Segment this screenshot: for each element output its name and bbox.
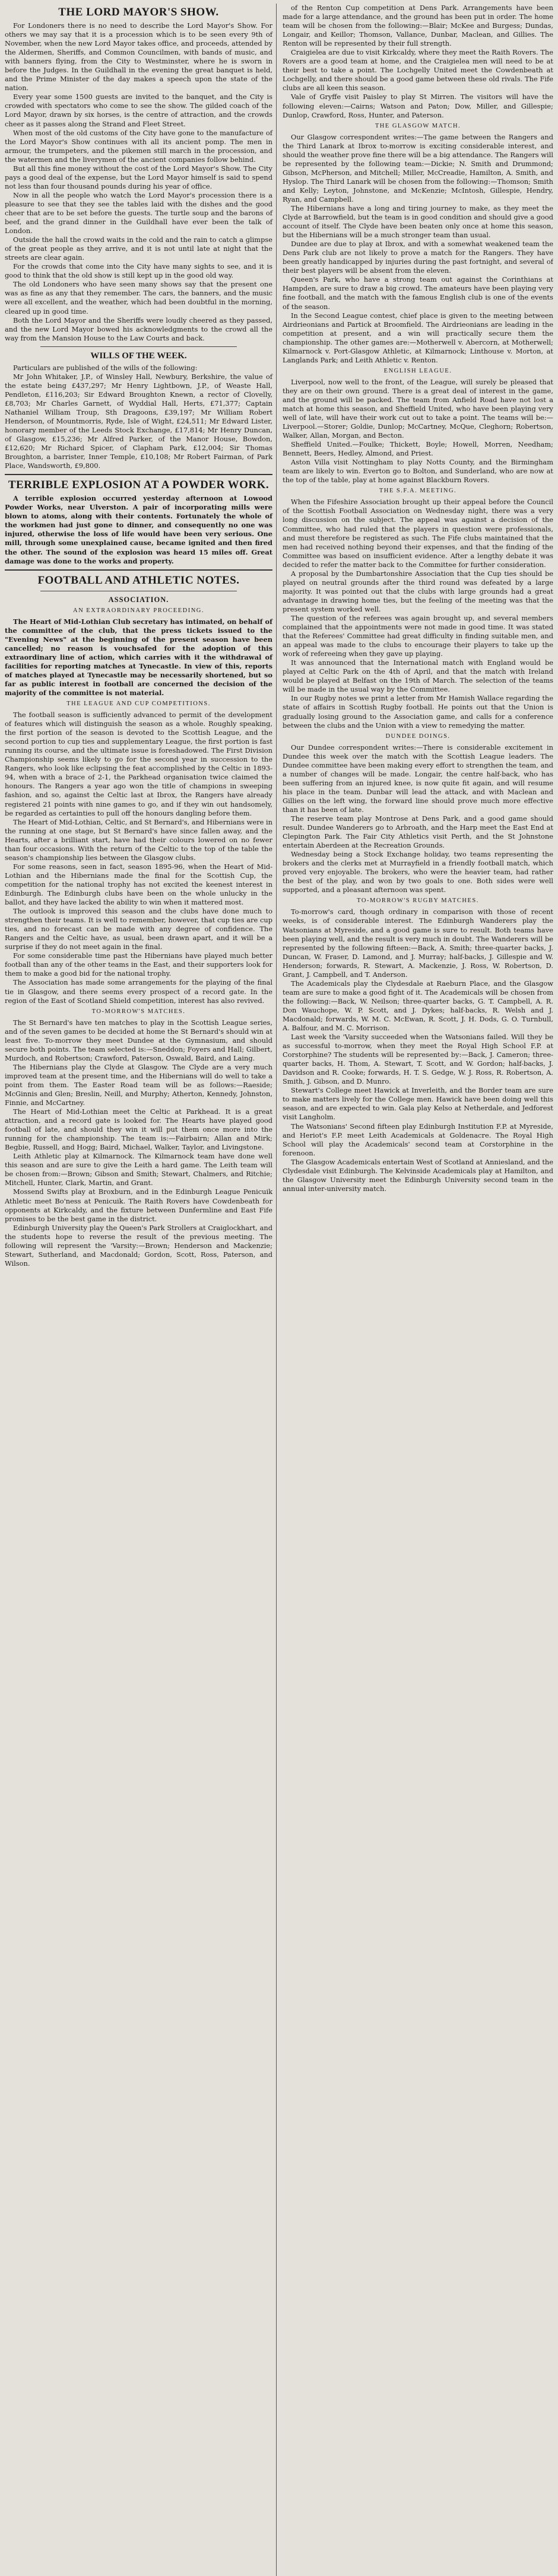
article-paragraph: When the Fifeshire Association brought up their appeal before the Council of the Scottish Football Association on Wednesday night, there was a very long discussion on the subject. The appeal was against a decision of the Committee, who had ruled that the players in question were professionals, and must therefore be registered as such. The Fife clubs maintained that the men had received nothing beyond their expenses, and that the finding of the Committee was based on insufficient evidence. After a lengthy debate it was decided to refer the matter back to the Committee for further consideration. [283,498,553,569]
article-paragraph: Every year some 1500 guests are invited to the banquet, and the City is crowded with spectators who come to see the show. The gilded coach of the Lord Mayor, drawn by six horses, is the centre of attraction, and the crowds cheer as it passes along the Strand and Fleet Street. [5,93,272,128]
football-headline: FOOTBALL AND ATHLETIC NOTES. [37,574,240,587]
article-paragraph: Liverpool, now well to the front, of the League, will surely be pleased that they are on their own ground. There is a great deal of interest in the game, and the ground will be packed. The team from Anfield Road have not lost a match at home this season, and Sheffield United, who have been playing very well of late, will have their work cut out to take a point. The teams will be:—Liverpool.—Storer; Goldie, Dunlop; McCartney, McQue, Cleghorn; Robertson, Walker, Allan, Morgan, and Becton. [283,377,553,440]
lord-mayor-headline: THE LORD MAYOR'S SHOW. [58,6,219,18]
article-paragraph: Craigielea are due to visit Kirkcaldy, where they meet the Raith Rovers. The Rovers are a good team at home, and the Craigielea men will need to be at their best to take a point. The Lochgelly United meet the Cowdenbeath at Lochgelly, and there should be a good game between these old rivals. The Fife clubs are all keen this season. [283,48,553,93]
article-paragraph: It was announced that the International match with England would be played at Celtic Park on the 4th of April, and that the match with Ireland would be played at Belfast on the 19th of March. The selection of the teams will be made in the usual way by the Committee. [283,658,553,694]
article-paragraph: Particulars are published of the wills of the following: [13,363,198,372]
article-paragraph: For Londoners there is no need to describe the Lord Mayor's Show. For others we may say that it is a procession which is to be seen every 9th of November, when the new Lord Mayor takes office, and proceeds, attended by the Aldermen, Sheriffs, and Common Councilmen, with bands of music, and with banners flying, from the City to Westminster, where he is sworn in before the Judges. In the Guildhall in the evening the great banquet is held, and the Prime Minister of the day makes a speech upon the state of the nation. [5,21,272,93]
article-paragraph: In the Second League contest, chief place is given to the meeting between Airdrieonians and Partick at Broomfield. The Airdrieonians are leading in the competition at present, and a win will practically secure them the championship. The other games are:—Motherwell v. Abercorn, at Motherwell; Kilmarnock v. Port-Glasgow Athletic, at Kilmarnock; Linthouse v. Morton, at Langlands Park; and Leith Athletic v. Renton. [283,311,553,364]
sfa-meeting-subhead: THE S.F.A. MEETING. [379,488,457,495]
right-column [281,4,553,2576]
divider [40,346,237,347]
english-league-article [283,378,553,485]
article-paragraph: Our Glasgow correspondent writes:—The game between the Rangers and the Third Lanark at Ibrox to-morrow is exciting considerable interest, and should the weather prove fine there will be a big attendance. The Rangers will be represented by the following team:—Dickie; N. Smith and Drummond; Gibson, McPherson, and Mitchell; Miller, McCreadie, Hamilton, A. Smith, and Hyslop. The Third Lanark will be chosen from the following:—Thomson; Smith and Kelly; Leyton, Johnstone, and McKenzie; McIntosh, Gillespie, Hendry, Ryan, and Campbell. [283,132,553,203]
article-paragraph: Edinburgh University play the Queen's Park Strollers at Craiglockhart, and the students hope to reverse the result of the previous meeting. The following will represent the 'Varsity:—Brown; Henderson and Mackenzie; Stewart, Sutherland, and Macdonald; Gordon, Scott, Ross, Paterson, and Wilson. [5,1223,272,1268]
league-article [5,711,272,1005]
article-paragraph: of the Renton Cup competition at Dens Park. Arrangements have been made for a large attendance, and the ground has been put in order. The home team will be chosen from the following:—Blair; McKee and Burgess; Dundas, Longair, and Keillor; Thomson, Vallance, Dunbar, Maclean, and Gillies. The Renton will be represented by their full strength. [283,4,553,48]
article-paragraph: Queen's Park, who have a strong team out against the Corinthians at Hampden, are sure to draw a big crowd. The amateurs have been playing very fine football, and the match with the famous English club is one of the events of the season. [283,275,553,311]
article-paragraph: To-morrow's card, though ordinary in comparison with those of recent weeks, is of considerable interest. The Edinburgh Wanderers play the Watsonians at Myreside, and a good game is sure to result. Both teams have been playing well, and the result is very much in doubt. The Wanderers will be represented by the following fifteen:—Back, A. Smith; three-quarter backs, J. Duncan, W. Fraser, D. Lamond, and J. Murray; half-backs, J. Gillespie and W. Henderson; forwards, R. Stewart, A. Mackenzie, J. Ross, W. Robertson, D. Grant, J. Campbell, and T. Anderson. [283,908,553,979]
article-paragraph: Now in all the people who watch the Lord Mayor's procession there is a pleasure to see that they see the tables laid with the dishes and the good cheer that are to be set before the guests. The turtle soup and the barons of beef, and the grand dinner in the Guildhall have ever been the talk of London. [5,190,272,235]
matches-subhead: TO-MORROW'S MATCHES. [91,1008,186,1015]
article-paragraph: Outside the hall the crowd waits in the cold and the rain to catch a glimpse of the great people as they arrive, and it is not until late at night that the streets are clear again. [5,235,272,262]
article-paragraph: The reserve team play Montrose at Dens Park, and a good game should result. Dundee Wanderers go to Arbroath, and the Harp meet the East End at Clepington Park. The Fair City Athletics visit Perth, and the St Johnstone entertain Aberdeen at the Recreation Grounds. [283,814,553,850]
article-paragraph: Both the Lord Mayor and the Sheriffs were loudly cheered as they passed, and the new Lord Mayor bowed his acknowledgments to the crowd all the way from the Mansion House to the Law Courts and back. [5,316,272,342]
article-paragraph: The Association has made some arrangements for the playing of the final tie in Glasgow, and there seems every prospect of a record gate. In the region of the East of Scotland Shield competition, interest has also revived. [5,978,272,1005]
article-paragraph: The old Londoners who have seen many shows say that the present one was as fine as any that they remember. The cars, the banners, and the music were all excellent, and the weather, which had been doubtful in the morning, cleared up in good time. [5,280,272,316]
renton-article [283,4,553,120]
sfa-meeting-article [283,498,553,730]
article-paragraph: Vale of Gryffe visit Paisley to play St Mirren. The visitors will have the following eleven:—Cairns; Watson and Paton; Dow, Miller, and Gillespie; Dunlop, Crawford, Ross, Hunter, and Paterson. [283,93,553,119]
article-paragraph: When most of the old customs of the City have gone to the manufacture of the Lord Mayor's Show continues with all its ancient pomp. The men in armour, the trumpeters, and the pikemen still march in the procession, and the watermen and the liverymen of the ancient companies follow behind. [5,128,272,164]
left-column [5,4,277,2576]
proceeding-subhead: AN EXTRAORDINARY PROCEEDING. [73,607,204,614]
article-paragraph: The Hibernians have a long and tiring journey to make, as they meet the Clyde at Barrowfield, but the team is in good condition and should give a good account of itself. The Clyde have been beaten only once at home this season, but the Hibernians will be a much stronger team than usual. [283,203,553,240]
article-paragraph: Mossend Swifts play at Broxburn, and in the Edinburgh League Penicuik Athletic meet Bo'ness at Penicuik. The Raith Rovers have Cowdenbeath for opponents at Kirkcaldy, and the fixture between Dunfermline and East Fife promises to be the best game in the district. [5,1187,272,1223]
dundee-subhead: DUNDEE DOINGS. [385,733,451,740]
article-paragraph: Our Dundee correspondent writes:—There is considerable excitement in Dundee this week over the match with the Scottish League leaders. The Dundee committee have been making every effort to strengthen the team, and a number of changes will be made. Longair, the centre half-back, who has been suffering from an injured knee, is now quite fit again, and will resume his place in the team. Dunbar will lead the attack, and with Maclean and Gillies on the left wing, the forward line should prove much more effective than it has been of late. [283,743,553,814]
article-paragraph: In our Rugby notes we print a letter from Mr Hamish Wallace regarding the state of affairs in Scottish Rugby football. He points out that the Union is gradually losing ground to the Association game, and calls for a conference between the clubs and the Union with a view to remedying the matter. [283,694,553,730]
glasgow-subhead: THE GLASGOW MATCH. [375,122,461,129]
article-paragraph: Dundee are due to play at Ibrox, and with a somewhat weakened team the Dens Park club are not likely to prove a match for the Rangers. They have been greatly handicapped by injuries during the past fortnight, and several of their best players will be absent from the eleven. [283,240,553,275]
glasgow-article [283,133,553,365]
dundee-article [283,743,553,895]
rugby-matches-article [283,908,553,1193]
article-paragraph: A terrible explosion occurred yesterday afternoon at Lowood Powder Works, near Ulverston. A pair of incorporating mills were blown to atoms, along with their contents. Fortunately the whole of the workmen had just gone to dinner, and consequently no one was injured, otherwise the loss of life would have been very serious. One mill, through some unexplained cause, became ignited and then fired the other. The sound of the explosion was heard 15 miles off. Great damage was done to the works and property. [5,494,272,565]
article-paragraph: The Academicals play the Clydesdale at Raeburn Place, and the Glasgow team are sure to make a good fight of it. The Academicals will be chosen from the following:—Back, W. Neilson; three-quarter backs, G. T. Campbell, A. R. Don Wauchope, W. P. Scott, and J. Dykes; half-backs, R. Welsh and J. Macdonald; forwards, W. M. C. McEwan, R. Scott, J. H. Dods, G. O. Turnbull, A. Balfour, and M. C. Morrison. [283,979,553,1033]
article-paragraph: Leith Athletic play at Kilmarnock. The Kilmarnock team have done well this season and are sure to give the Leith a hard game. The Leith team will be chosen from:—Brown; Gibson and Smith; Stewart, Chalmers, and Ritchie; Mitchell, Hunter, Clark, Martin, and Grant. [5,1152,272,1187]
rugby-matches-subhead: TO-MORROW'S RUGBY MATCHES. [357,897,479,905]
article-paragraph: The football season is sufficiently advanced to permit of the development of features which will distinguish the season as a whole. Roughly speaking, the first portion of the season is devoted to the Scottish League, and the second portion to cup ties and supplementary League, the first portion is fast running its course, and the ultimate issue is foreshadowed. The First Division Championship seems likely to go for the second year in succession to the Rangers, who look like eclipsing the feat accomplished by the Celtic in 1893-94, when with a brace of 2-1, the Parkhead organisation twice claimed the honours. The Rangers a year ago won the title of champions in sweeping fashion, and so, against the Celtic last at Ibrox, the Rangers have already registered 21 points with nine games to go, and if they win out handsomely, be regarded as certainties to pull off the honours dangling before them. [5,711,272,817]
article-paragraph: The Watsonians' Second fifteen play Edinburgh Institution F.P. at Myreside, and Heriot's F.P. meet Leith Academicals at Goldenacre. The Royal High School will play the Academicals' second team at Corstorphine in the forenoon. [283,1122,553,1157]
association-subhead: ASSOCIATION. [108,595,169,604]
article-paragraph: Last week the 'Varsity succeeded when the Watsonians failed. Will they be as successful to-morrow, when they meet the Royal High School F.P. at Corstorphine? The students will be represented by:—Back, J. Cameron; three-quarter backs, H. Thom, A. Stewart, T. Scott, and W. Gordon; half-backs, J. Davidson and R. Cooke; forwards, H. T. S. Gedge, W. J. Ross, R. Robertson, A. Smith, J. Gibson, and D. Munro. [283,1033,553,1086]
article-paragraph: The Heart of Mid-Lothian meet the Celtic at Parkhead. It is a great attraction, and a record gate is looked for. The Hearts have played good football of late, and should they win it will put them once more into the running for the championship. The team is:—Fairbairn; Allan and Mirk; Begbie, Russell, and Hogg; Baird, Michael, Walker, Taylor, and Livingstone. [5,1107,272,1152]
article-paragraph: Stewart's College meet Hawick at Inverleith, and the Border team are sure to make matters lively for the College men. Hawick have been doing well this season, and are expected to win. Gala play Kelso at Netherdale, and Jedforest visit Langholm. [283,1086,553,1122]
article-paragraph: For some reasons, seen in fact, season 1895-96, when the Heart of Mid-Lothian and the Hibernians made the final for the Scottish Cup, the competition for the national trophy has not excited the keenest interest in Edinburgh. The Edinburgh clubs have been on the whole unlucky in the ballot, and they have lacked the ability to win when it mattered most. [5,862,272,907]
article-paragraph: The Glasgow Academicals entertain West of Scotland at Anniesland, and the Clydesdale visit Edinburgh. The Kelvinside Academicals play at Hamilton, and the Glasgow University meet the Edinburgh University second team in the annual inter-university match. [283,1157,553,1193]
league-subhead: THE LEAGUE AND CUP COMPETITIONS. [66,700,211,708]
article-paragraph: The Heart of Mid-Lothian Club secretary has intimated, on behalf of the committee of the club, that the press tickets issued to the "Evening News" at the beginning of the present season have been cancelled; no reason is vouchsafed for the adoption of this extraordinary line of action, which carries with it the withdrawal of facilities for reporting matches at Tynecastle. In view of this, reports of matches played at Tynecastle may be necessarily shortened, but so far as public interest in football are concerned the decision of the majority of the committee is not material. [5,617,272,697]
explosion-article [5,494,272,565]
divider [5,569,272,571]
explosion-headline: TERRIBLE EXPLOSION AT A POWDER WORK. [8,479,270,492]
article-paragraph: But all this fine money without the cost of the Lord Mayor's Show. The City pays a good deal of the expense, but the Lord Mayor himself is said to spend not less than four thousand pounds during his year of office. [5,164,272,190]
article-paragraph: The Heart of Mid-Lothian, Celtic, and St Bernard's, and Hibernians were in the running at one stage, but St Bernard's have since fallen away, and the Hearts, after a brilliant start, have had their colours lowered on no fewer than four occasions. With the return of the Celtic to the top of the table the season's championship lies between the Glasgow clubs. [5,817,272,862]
matches-article [5,1018,272,1268]
wills-headline: WILLS OF THE WEEK. [90,351,187,361]
article-paragraph: Sheffield United.—Foulke; Thickett, Boyle; Howell, Morren, Needham; Bennett, Beers, Hedley, Almond, and Priest. [283,440,553,458]
article-paragraph: For the crowds that come into the City have many sights to see, and it is good to think that the old show is still kept up in the good old way. [5,262,272,280]
proceeding-article [5,617,272,698]
article-paragraph: Mr John Whitaker, J.P., of Winsley Hall, Newbury, Berkshire, the value of the estate being £437,297; Mr Henry Lightbown, J.P., of Weaste Hall, Pendleton, £116,203; Sir Edward Broughton Knewn, a rector of Clovelly, £8,703; Mr Charles Garnett, of Wyddial Hall, Herts, £71,377; Captain Nathaniel William Troup, Sth Dragoons, £39,197; Mr William Robert Henderson, of Mountmorris, Ryde, Isle of Wight, £24,511; Mr Edward Lister, honorary member of the Leeds Stock Exchange, £17,814; Mr Henry Duncan, of Glasgow, £15,236; Mr Alfred Parker, of the Manor House, Bowdon, £12,620; Mr Richard Spicer, of Clapham Park, £12,004; Sir Thomas Broughton, a barrister, Inner Temple, £10,108; Mr Robert Fairman, of Park Place, Wandsworth, £9,800. [5,372,272,470]
lord-mayor-article [5,21,272,343]
article-paragraph: A proposal by the Dumbartonshire Association that the Cup ties should be played on neutral grounds after the third round was defeated by a large majority. It was pointed out that the clubs with large grounds had a great advantage in drawing home ties, but the feeling of the meeting was that the present system worked well. [283,569,553,613]
article-paragraph: For some considerable time past the Hibernians have played much better football than any of the other teams in the East, and their supporters look for them to make a good bid for the national trophy. [5,951,272,978]
article-paragraph: The outlook is improved this season and the clubs have done much to strengthen their teams. It is well to remember, however, that cup ties are cup ties, and no forecast can be made with any degree of confidence. The Rangers and the Celtic have, as usual, been drawn apart, and it will be a surprise if they do not meet again in the final. [5,907,272,951]
article-paragraph: The St Bernard's have ten matches to play in the Scottish League series, and of the seven games to be decided at home the St Bernard's should win at least five. To-morrow they meet Dundee at the Gymnasium, and should secure both points. The team selected is:—Sneddon; Foyers and Hall; Gilbert, Murdoch, and Robertson; Crawford, Paterson, Oswald, Baird, and Laing. [5,1018,272,1062]
english-league-subhead: ENGLISH LEAGUE. [383,367,452,374]
article-paragraph: The Hibernians play the Clyde at Glasgow. The Clyde are a very much improved team at the present time, and the Hibernians will do well to take a point from them. The Easter Road team will be as follows:—Raeside; McGinnis and Glen; Breslin, Neill, and Murphy; Atherton, Kennedy, Johnston, Finnie, and McCartney. [5,1062,272,1107]
wills-article [5,364,272,471]
article-paragraph: The question of the referees was again brought up, and several members complained that the appointments were not made in good time. It was stated that the Referees' Committee had great difficulty in finding suitable men, and an appeal was made to the clubs to encourage their players to take up the work of refereeing when they gave up playing. [283,614,553,658]
article-paragraph: Aston Villa visit Nottingham to play Notts County, and the Birmingham team are likely to win. Everton go to Bolton, and Sunderland, who are now at the top of the table, play at home against Blackburn Rovers. [283,458,553,485]
divider [5,474,272,475]
article-paragraph: Wednesday being a Stock Exchange holiday, two teams representing the brokers and the clerks met at Murrayfield in a friendly football match, which proved very enjoyable. The brokers, who were the heavier team, had rather the best of the play, and won by two goals to one. Both sides were well supported, and a pleasant afternoon was spent. [283,850,553,894]
